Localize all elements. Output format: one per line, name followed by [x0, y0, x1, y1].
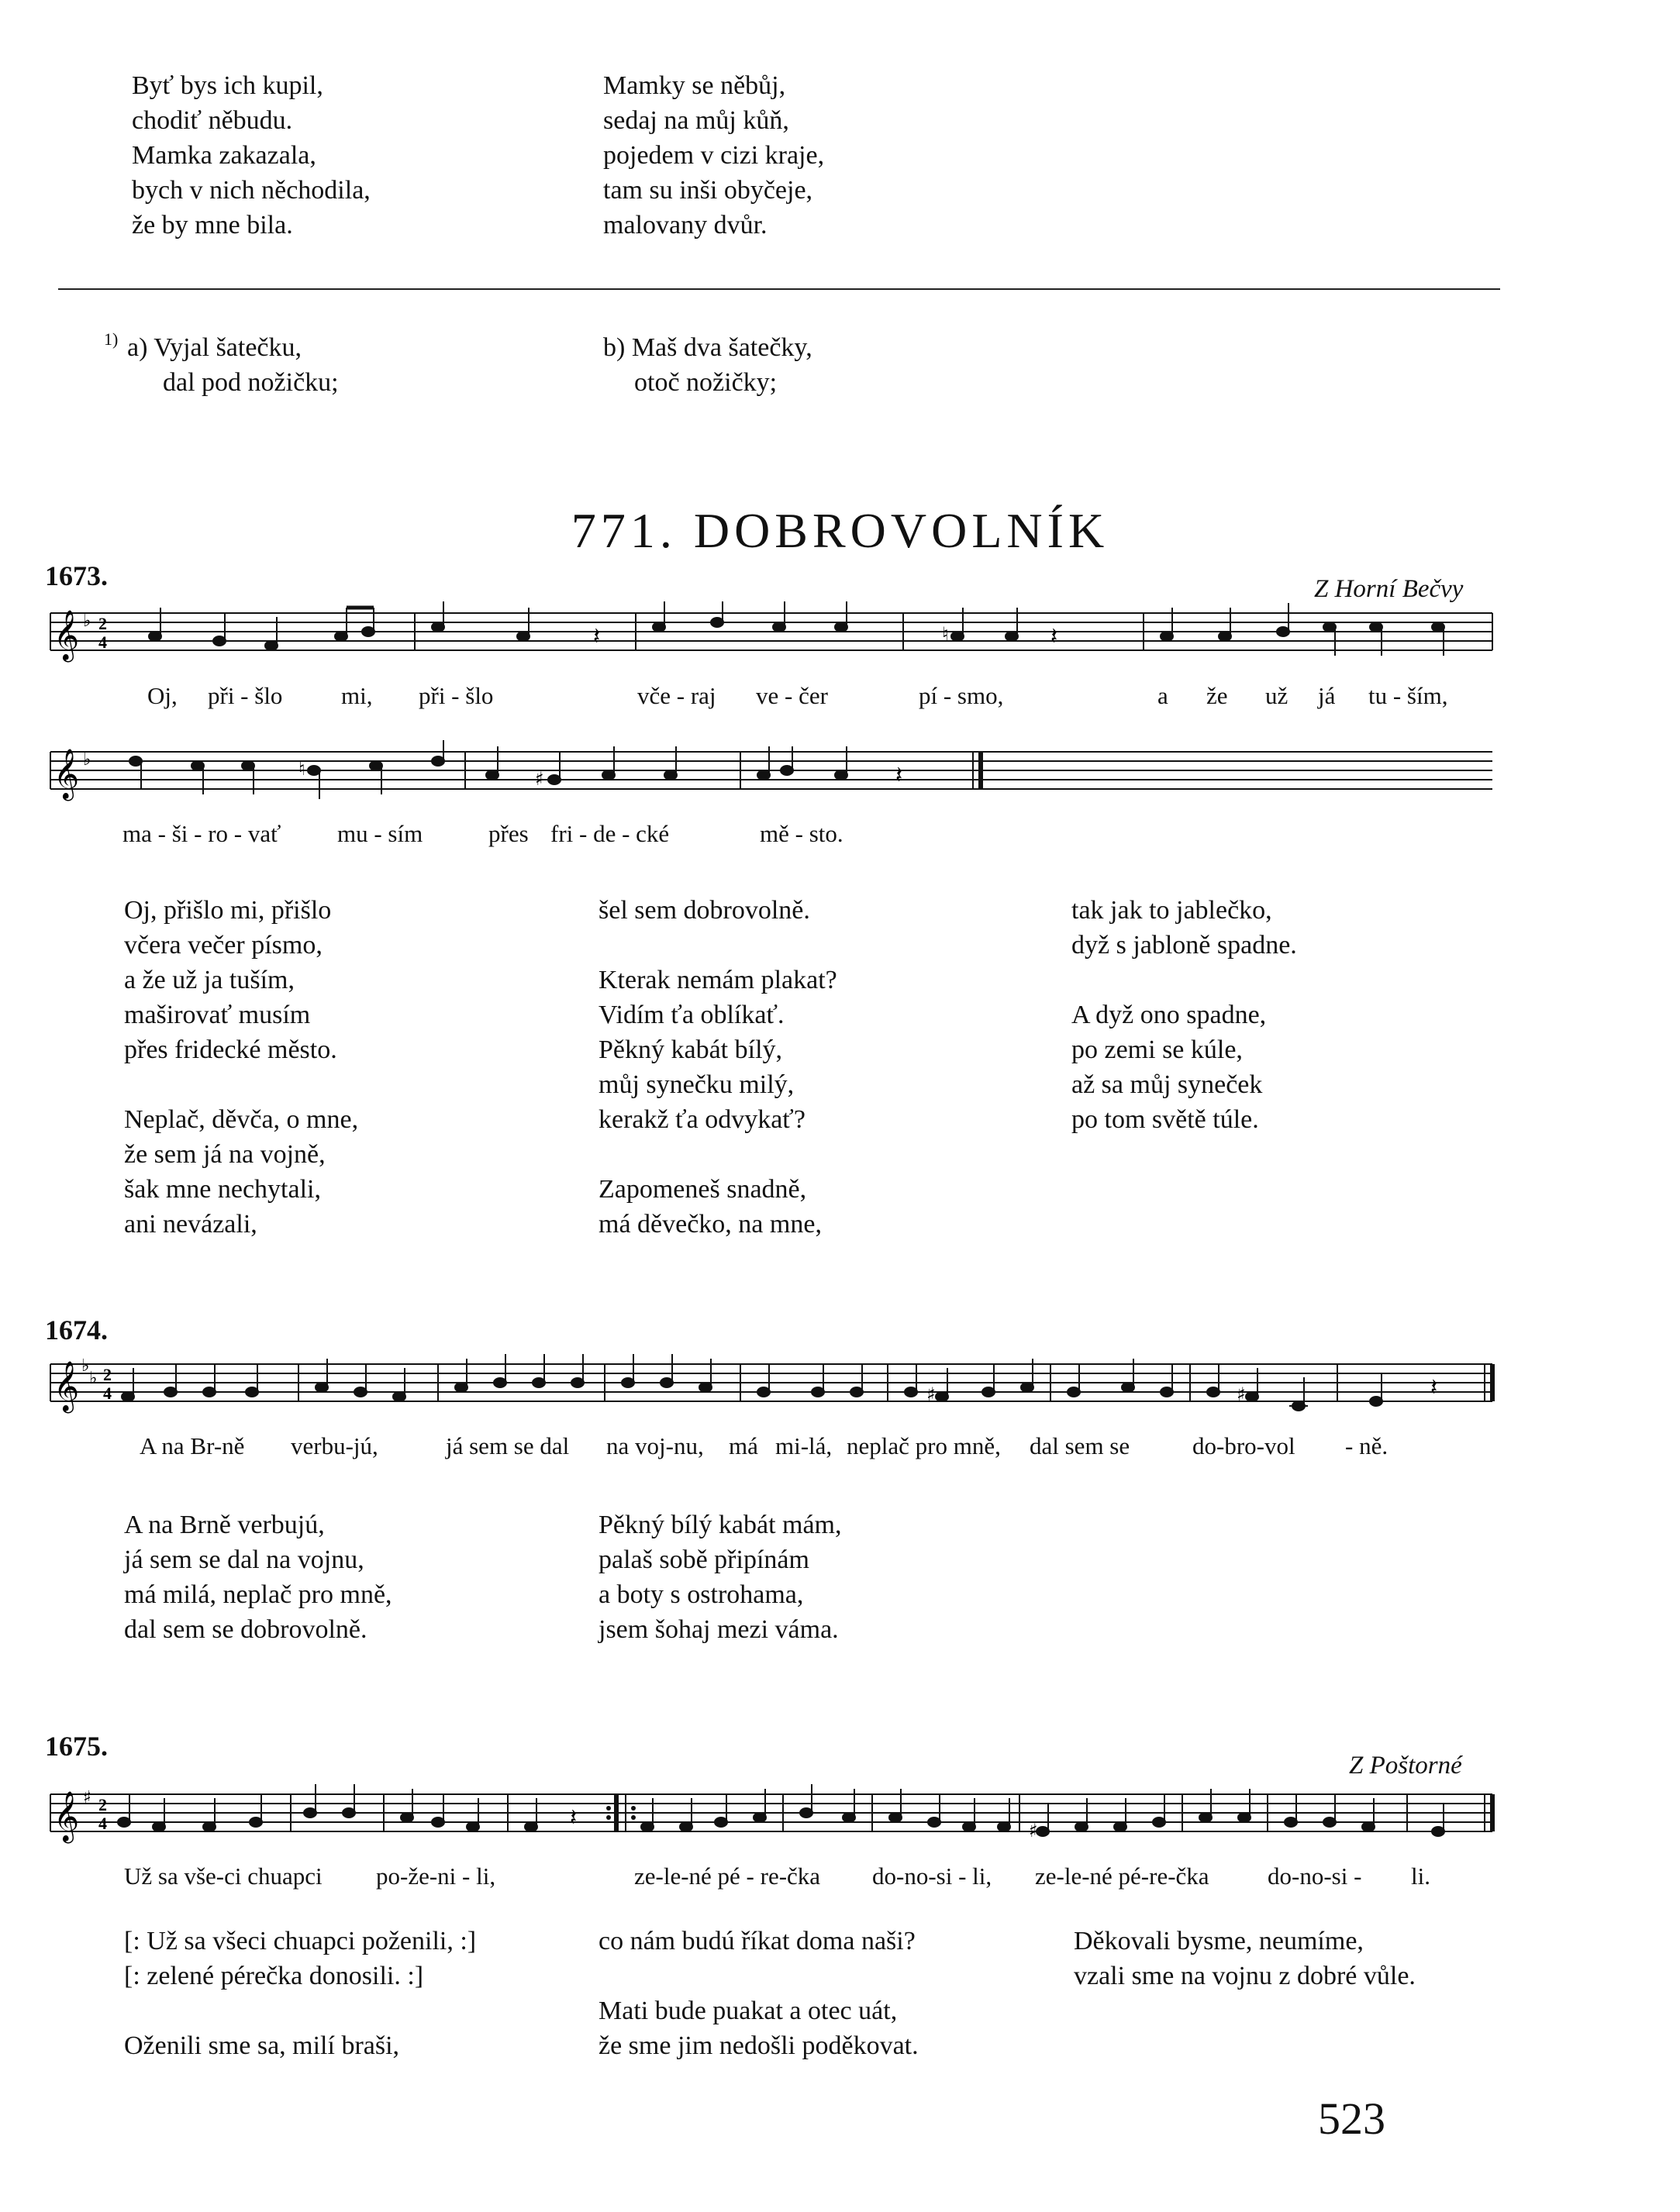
verses-1675-col2 — [599, 1924, 919, 2063]
svg-text:♯: ♯ — [1237, 1383, 1246, 1405]
verse-line: po tom světě túle. — [1071, 1105, 1259, 1134]
verse-line: že sme jim nedošli poděkovat. — [599, 2031, 919, 2060]
tune-number: 1674. — [45, 1314, 108, 1345]
lyric-syllable: mi-lá, — [775, 1432, 833, 1459]
time-sig-bottom: 4 — [98, 1814, 107, 1833]
rest-icon: 𝄽 — [1430, 1374, 1438, 1401]
verse-line: Mamky se něbůj, — [603, 71, 786, 100]
verse-line: A dyž ono spadne, — [1071, 1001, 1267, 1029]
verse-line: kerakž ťa odvykať? — [599, 1105, 806, 1134]
footnote-line: a) Vyjal šatečku, — [127, 333, 302, 362]
verse-line: po zemi se kúle, — [1071, 1035, 1243, 1064]
lyric-syllable: A na Br-ně — [140, 1432, 245, 1459]
verse-line: šak mne nechytali, — [124, 1175, 321, 1204]
verse-line: Mamka zakazala, — [132, 141, 316, 170]
verse-line: pojedem v cizi kraje, — [603, 141, 825, 170]
svg-text:♭: ♭ — [89, 1369, 98, 1388]
verse-line: palaš sobě připínám — [599, 1545, 809, 1574]
lyric-syllable: ze-le-né pé-re-čka — [1035, 1862, 1209, 1890]
lyric-syllable: dal sem se — [1030, 1432, 1130, 1459]
verse-line: chodiť něbudu. — [132, 106, 293, 135]
verse-line: má děvečko, na mne, — [599, 1210, 822, 1239]
verse-line: Oj, přišlo mi, přišlo — [124, 896, 332, 925]
lyric-syllable: mě - sto. — [760, 820, 843, 847]
verse-line: ani nevázali, — [124, 1210, 257, 1239]
verses-1674-col2 — [599, 1507, 842, 1647]
lyric-syllable: tu - ším, — [1368, 682, 1448, 709]
footnote-line: b) Maš dva šatečky, — [603, 333, 812, 362]
origin-label: Z Horní Bečvy — [1314, 575, 1464, 603]
verse-line: Pěkný kabát bílý, — [599, 1035, 783, 1064]
lyric-syllable: fri - de - cké — [550, 820, 670, 847]
verse-line: Zapomeneš snadně, — [599, 1175, 807, 1204]
lyric-syllable: do-bro-vol — [1192, 1432, 1295, 1459]
treble-clef-icon: 𝄞 — [53, 610, 80, 660]
lyric-syllable: já sem se dal — [446, 1432, 570, 1459]
treble-clef-icon: 𝄞 — [53, 1361, 80, 1411]
svg-text:♯: ♯ — [926, 1383, 936, 1405]
verses-1673-col2 — [599, 893, 837, 1242]
lyric-syllable: už — [1265, 682, 1288, 709]
svg-text:♭: ♭ — [81, 1356, 90, 1376]
lyric-syllable: že — [1206, 682, 1228, 709]
rest-icon: 𝄽 — [593, 623, 601, 650]
lyric-syllable: Už sa vše-ci chuapci — [124, 1862, 323, 1890]
lyric-syllable: li. — [1411, 1862, 1430, 1890]
verse-line: přes fridecké město. — [124, 1035, 337, 1064]
svg-text:♭: ♭ — [83, 750, 91, 770]
verses-1675-col3 — [1074, 1924, 1416, 1993]
verse-line: má milá, neplač pro mně, — [124, 1580, 392, 1609]
rest-icon: 𝄽 — [570, 1804, 578, 1831]
footnote-rule — [58, 288, 1500, 290]
time-sig-bottom: 4 — [98, 632, 107, 652]
verse-line: včera večer písmo, — [124, 931, 323, 960]
lyric-syllable: ze-le-né pé - re-čka — [634, 1862, 821, 1890]
verse-line: tam su inši obyčeje, — [603, 176, 813, 205]
verse-line: můj synečku milý, — [599, 1070, 795, 1099]
footnote-line: dal pod nožičku; — [163, 368, 339, 397]
top-verse-left — [132, 68, 371, 243]
page-number: 523 — [1318, 2093, 1385, 2144]
treble-clef-icon: 𝄞 — [53, 1791, 80, 1842]
lyric-syllable: verbu-jú, — [291, 1432, 378, 1459]
verse-line: Vidím ťa oblíkať. — [599, 1001, 785, 1029]
verse-line: já sem se dal na vojnu, — [124, 1545, 364, 1574]
verse-line: jsem šohaj mezi váma. — [599, 1615, 839, 1644]
tune-number: 1675. — [45, 1731, 108, 1762]
verse-line: Pěkný bílý kabát mám, — [599, 1511, 842, 1539]
verse-line: dyž s jabloně spadne. — [1071, 931, 1297, 960]
verse-line: bych v nich něchodila, — [132, 176, 371, 205]
lyric-syllable: po-že-ni - li, — [376, 1862, 496, 1890]
lyric-syllable: při - šlo — [208, 682, 283, 709]
footnote-line: otoč nožičky; — [634, 368, 778, 397]
verse-line: [: zelené pérečka donosili. :] — [124, 1962, 424, 1990]
verse-line: Kterak nemám plakat? — [599, 966, 837, 994]
lyrics-1675 — [0, 1862, 1680, 1893]
lyrics-1673-line2 — [0, 820, 1680, 851]
footnote-marker: 1) — [104, 329, 119, 349]
verse-line: maširovať musím — [124, 1001, 311, 1029]
verse-line: a boty s ostrohama, — [599, 1580, 804, 1609]
lyric-syllable: mu - sím — [337, 820, 423, 847]
verses-1673-col1 — [124, 893, 358, 1242]
lyric-syllable: do-no-si - li, — [872, 1862, 992, 1890]
lyric-syllable: na voj-nu, — [606, 1432, 704, 1459]
verse-line: a že už ja tuším, — [124, 966, 295, 994]
footnote-a — [127, 330, 339, 400]
lyric-syllable: a — [1157, 682, 1168, 709]
rest-icon: 𝄽 — [1050, 623, 1058, 650]
verse-line: sedaj na můj kůň, — [603, 106, 789, 135]
top-verse-right — [603, 68, 824, 243]
verse-line: Mati bude puakat a otec uát, — [599, 1997, 898, 2025]
verse-line: až sa můj syneček — [1071, 1070, 1263, 1099]
verse-line: dal sem se dobrovolně. — [124, 1615, 367, 1644]
svg-text:♯: ♯ — [1029, 1820, 1038, 1842]
verse-line: že by mne bila. — [132, 211, 293, 239]
origin-label: Z Poštorné — [1349, 1752, 1462, 1780]
lyric-syllable: přes — [488, 820, 529, 847]
verse-line: Neplač, děvča, o mne, — [124, 1105, 359, 1134]
tune-number: 1673. — [45, 560, 108, 591]
lyric-syllable: neplač pro mně, — [847, 1432, 1001, 1459]
music-staff-1673-line1 — [43, 601, 1504, 679]
svg-text:♮: ♮ — [298, 758, 305, 780]
lyric-syllable: Oj, — [147, 682, 178, 709]
lyric-syllable: ve - čer — [756, 682, 828, 709]
footnote-b — [603, 330, 812, 400]
svg-text:♮: ♮ — [942, 623, 949, 645]
verses-1673-col3 — [1071, 893, 1297, 1137]
lyric-syllable: já — [1318, 682, 1336, 709]
time-sig-top: 2 — [103, 1365, 112, 1384]
lyric-syllable: vče - raj — [637, 682, 716, 709]
verse-line: malovany dvůr. — [603, 211, 768, 239]
verse-line: že sem já na vojně, — [124, 1140, 326, 1169]
music-staff-1673-line2 — [43, 740, 1504, 818]
music-staff-1674 — [43, 1352, 1504, 1430]
lyric-syllable: do-no-si - — [1268, 1862, 1362, 1890]
verses-1675-col1 — [124, 1924, 476, 2063]
verse-line: tak jak to jablečko, — [1071, 896, 1272, 925]
song-title: 771. DOBROVOLNÍK — [571, 503, 1109, 558]
lyric-syllable: pí - smo, — [919, 682, 1004, 709]
time-sig-top: 2 — [98, 1795, 107, 1814]
lyric-syllable: při - šlo — [419, 682, 494, 709]
verse-line: [: Už sa všeci chuapci poženili, :] — [124, 1927, 477, 1955]
svg-text:♭: ♭ — [83, 612, 91, 631]
lyric-syllable: mi, — [341, 682, 373, 709]
verse-line: Byť bys ich kupil, — [132, 71, 323, 100]
verse-line: A na Brně verbujú, — [124, 1511, 325, 1539]
verse-line: co nám budú říkat doma naši? — [599, 1927, 916, 1955]
verse-line: Děkovali bysme, neumíme, — [1074, 1927, 1364, 1955]
lyric-syllable: ma - ši - ro - vať — [122, 820, 281, 847]
svg-text:♯: ♯ — [83, 1788, 91, 1807]
time-sig-bottom: 4 — [103, 1383, 112, 1403]
verse-line: Oženili sme sa, milí braši, — [124, 2031, 400, 2060]
music-staff-1675 — [43, 1783, 1504, 1860]
treble-clef-icon: 𝄞 — [53, 749, 80, 799]
lyric-syllable: - ně. — [1345, 1432, 1389, 1459]
verse-line: vzali sme na vojnu z dobré vůle. — [1074, 1962, 1416, 1990]
lyric-syllable: má — [729, 1432, 758, 1459]
verse-line: šel sem dobrovolně. — [599, 896, 810, 925]
verses-1674-col1 — [124, 1507, 392, 1647]
lyrics-1674 — [0, 1432, 1680, 1463]
rest-icon: 𝄽 — [895, 762, 903, 789]
lyrics-1673-line1 — [0, 682, 1680, 713]
svg-text:♯: ♯ — [535, 768, 544, 790]
time-sig-top: 2 — [98, 614, 107, 633]
